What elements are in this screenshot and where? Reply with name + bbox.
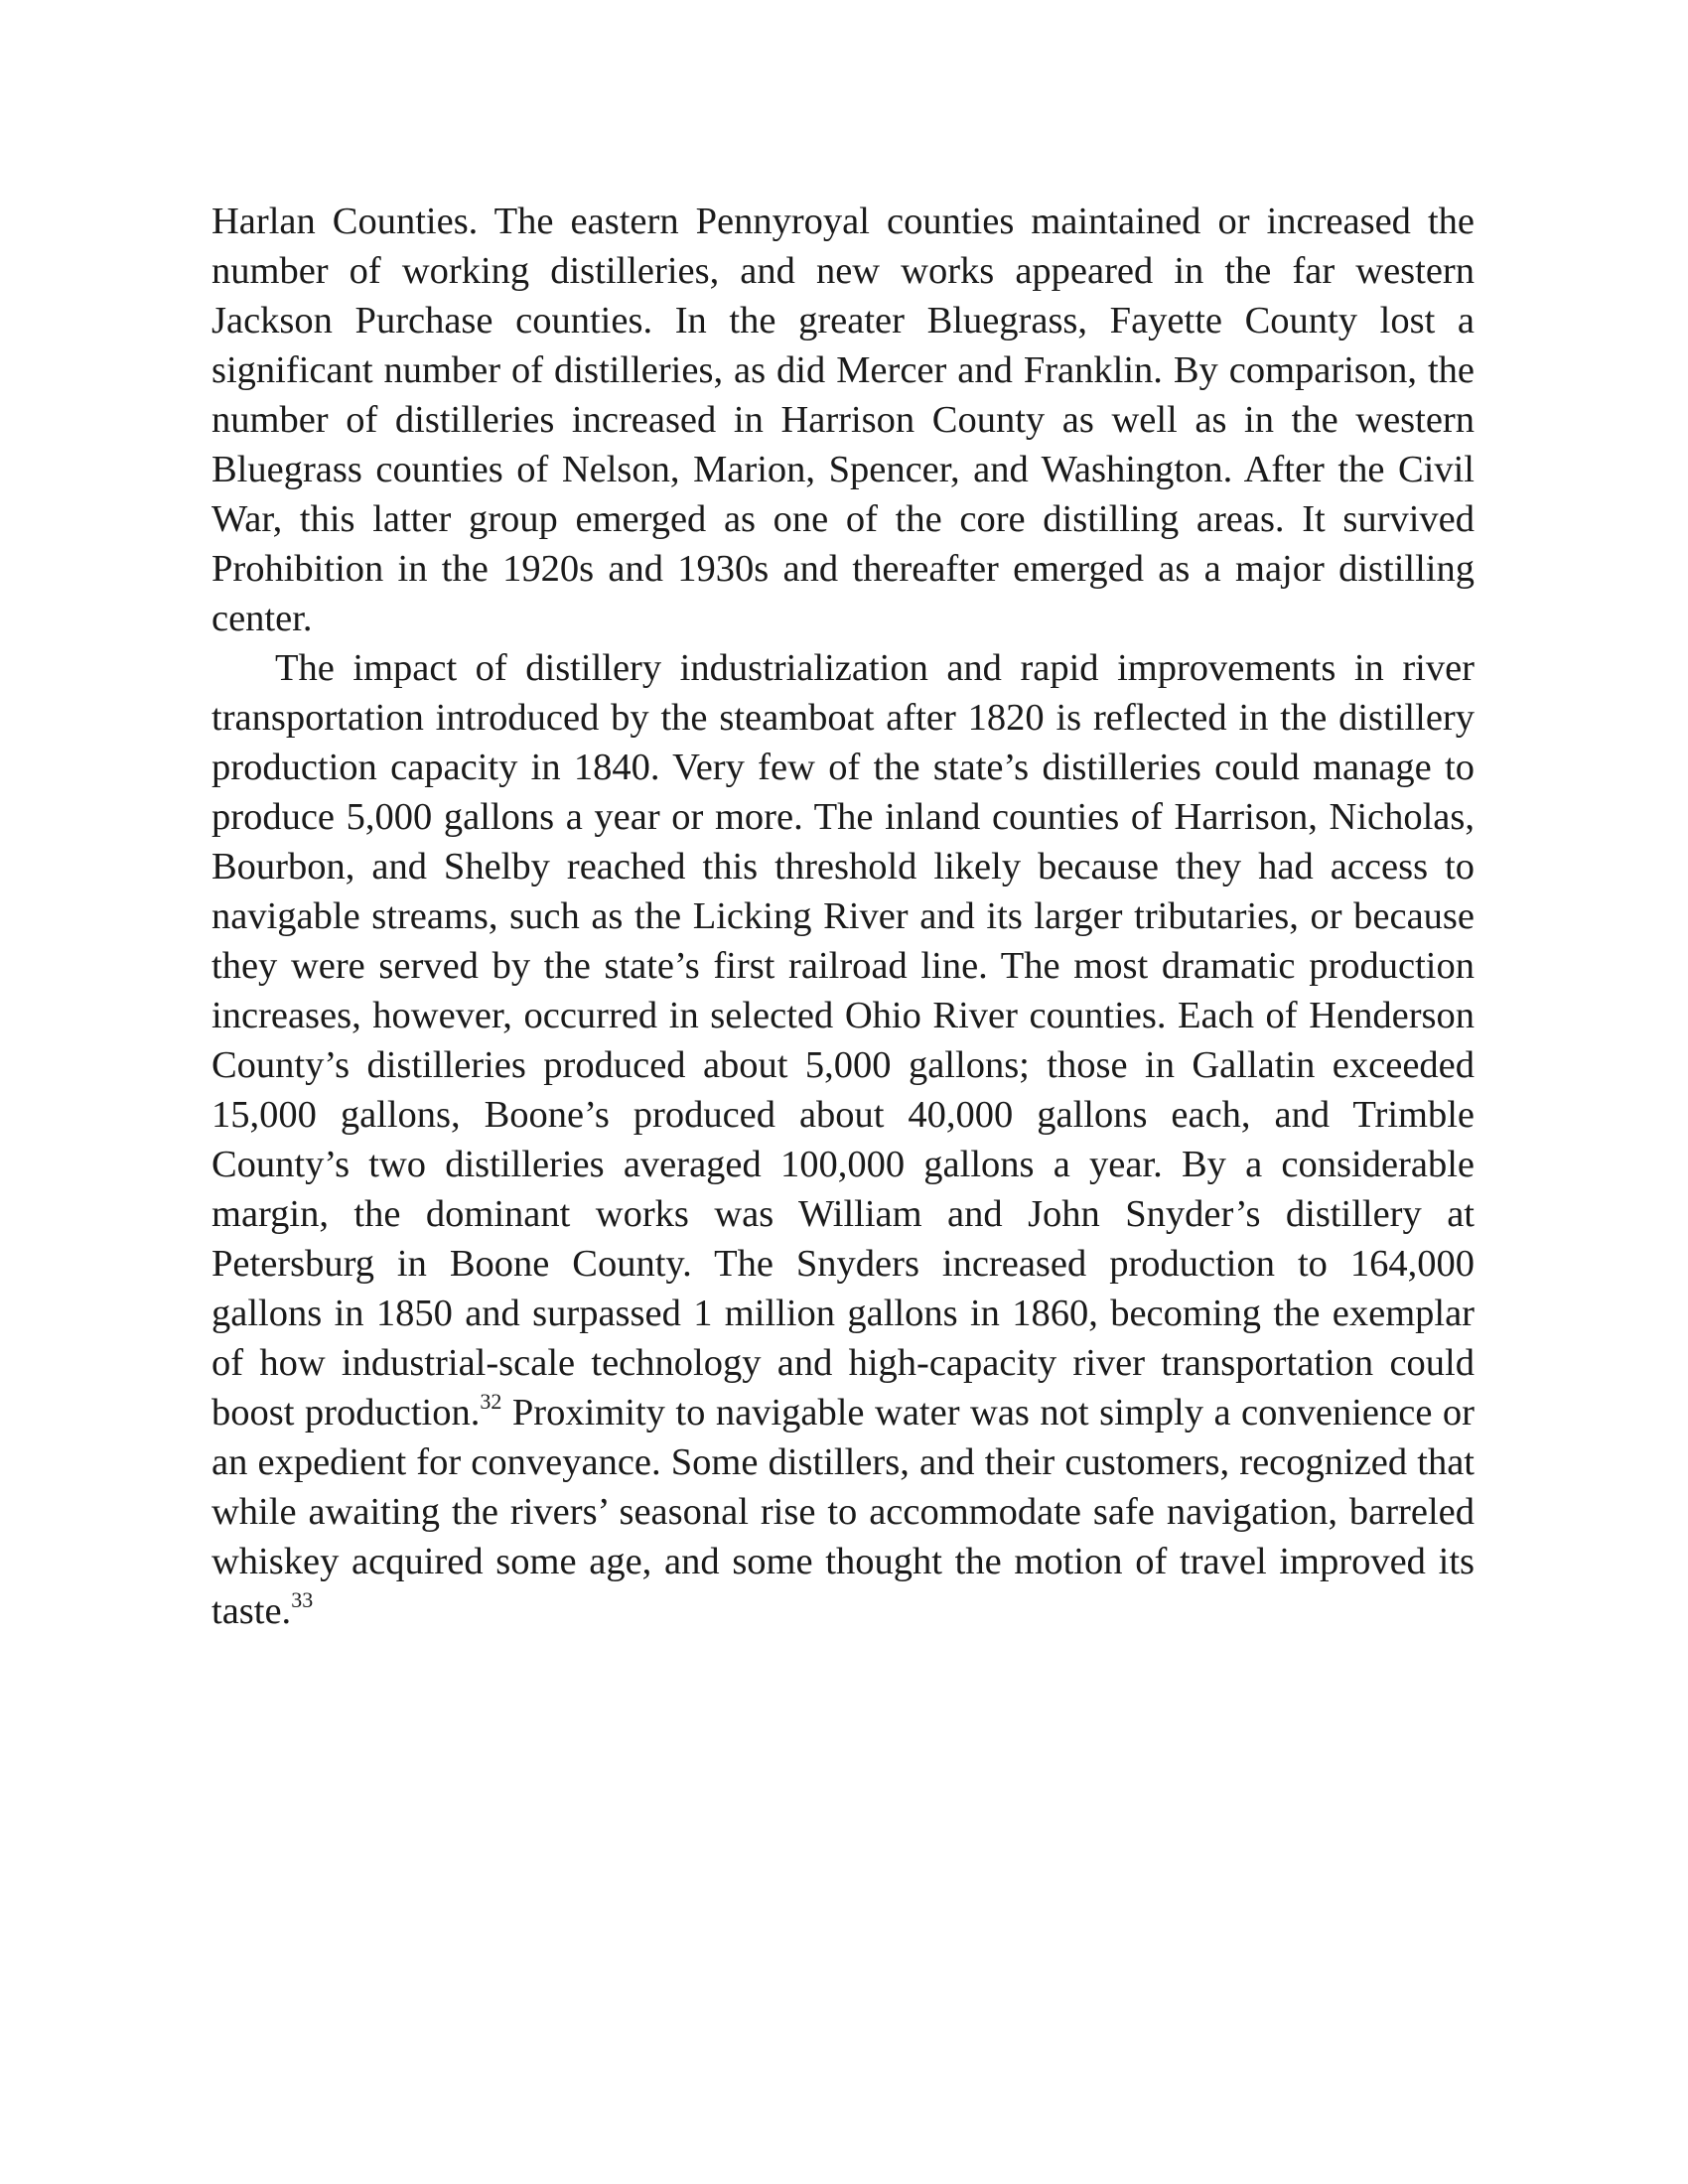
body-text [211,197,1475,1636]
paragraph-text: Harlan Counties. The eastern Pennyroyal counties maintained or increased the number of working distilleries, and new works appeared in the far western Jackson Purchase counties. In the greater Bluegrass, Fayette County lost a significant number of distilleries, as did Mercer and Franklin. By comparison, the number of distilleries increased in Harrison County as well as in the western Bluegrass counties of Nelson, Marion, Spencer, and Washington. After the Civil War, this latter group emerged as one of the core distilling areas. It survived Prohibition in the 1920s and 1930s and thereafter emerged as a major distilling center. [211,201,1475,639]
paragraph-text: The impact of distillery industrialization and rapid improvements in river transportation introduced by the steamboat after 1820 is reflected in the distillery production capacity in 1840. Very few of the state’s distilleries could manage to produce 5,000 gallons a year or more. The inland counties of Harrison, Nicholas, Bourbon, and Shelby reached this threshold likely because they had access to navigable streams, such as the Licking River and its larger tributaries, or because they were served by the state’s first railroad line. The most dramatic production increases, however, occurred in selected Ohio River counties. Each of Henderson County’s distilleries produced about 5,000 gallons; those in Gallatin exceeded 15,000 gallons, Boone’s produced about 40,000 gallons each, and Trimble County’s two distilleries averaged 100,000 gallons a year. By a considerable margin, the dominant works was William and John Snyder’s distillery at Petersburg in Boone County. The Snyders increased production to 164,000 gallons in 1850 and surpassed 1 million gallons in 1860, becoming the exemplar of how industrial-scale technology and high-capacity river transportation could boost production. [211,647,1475,1433]
paragraph-text: Proximity to navigable water was not simply a convenience or an expedient for conveyance. Some distillers, and their customers, recognized that while awaiting the rivers’ seasonal rise to accommodate safe navigation, barreled whiskey acquired some age, and some thought the motion of travel improved its taste. [211,1392,1476,1632]
paragraph-distillery-production [211,643,1475,1636]
footnote-reference[interactable]: 33 [291,1587,314,1613]
paragraph-continuation [211,197,1475,643]
footnote-reference[interactable]: 32 [480,1389,502,1415]
